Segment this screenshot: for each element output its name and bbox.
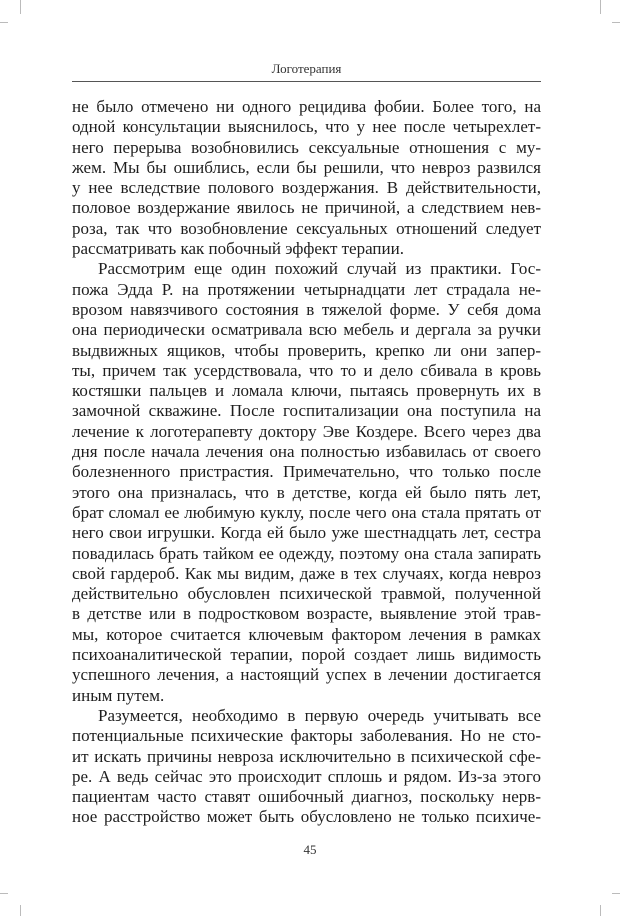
crop-mark [20,905,21,916]
text-line: рассматривать как побочный эффект терапии. [72,239,404,259]
crop-mark [612,893,620,894]
text-line: пациентам часто ставят ошибочный диагноз, поскольку нерв- [72,787,541,807]
crop-mark [0,893,8,894]
text-line: него свои игрушки. Когда ей было уже шестнадцать лет, сестра [72,523,541,543]
page-number: 45 [303,842,317,857]
crop-mark [600,0,601,14]
text-line: пожа Эдда Р. на протяжении четырнадцати лет страдала не- [72,279,541,299]
text-line: ное расстройство может быть обусловлено не только психиче- [72,807,541,827]
text-line: иным путем. [72,685,165,705]
text-line: замочной скважине. После госпитализации она поступила на [72,401,541,421]
text-line: дня после начала лечения она полностью избавилась от своего [72,442,541,462]
text-line: потенциальные психические факторы заболевания. Но не сто- [72,726,541,746]
paragraph [72,706,541,828]
text-line: психоаналитической терапии, порой создает лишь видимость [72,645,541,665]
text-line: у нее вследствие полового воздержания. В действительности, [72,178,541,198]
body-text [72,97,541,828]
text-line: половое воздержание явилось не причиной, а следствием нев- [72,198,541,218]
crop-mark [612,22,620,23]
text-line: болезненного пристрастия. Примечательно, что только после [72,462,541,482]
paragraph [72,259,541,706]
text-line: ит искать причины невроза исключительно в психической сфе- [72,746,541,766]
text-line: него перерыва возобновились сексуальные отношения с му- [72,137,541,157]
crop-mark [20,0,21,14]
text-line: успешного лечения, а настоящий успех в лечении достигается [72,665,541,685]
text-line: одной консультации выяснилось, что у нее после четырехлет- [72,117,541,137]
running-title: Логотерапия [271,61,342,76]
text-line: этого она призналась, что в детстве, когда ей было пять лет, [72,482,541,502]
text-line: ре. А ведь сейчас это происходит сплошь и рядом. Из-за этого [72,766,541,786]
text-line: жем. Мы бы ошиблись, если бы решили, что невроз развился [72,157,541,177]
text-line: не было отмечено ни одного рецидива фобии. Более того, на [72,97,541,116]
text-line: в детстве или в подростковом возрасте, выявление этой трав- [72,604,541,624]
text-line: свой гардероб. Как мы видим, даже в тех случаях, когда невроз [72,563,541,583]
text-line: врозом навязчивого состояния в тяжелой форме. У себя дома [72,299,541,319]
text-line: она периодически осматривала всю мебель и дергала за ручки [72,320,541,340]
text-line: роза, так что возобновление сексуальных отношений следует [72,218,541,238]
crop-mark [0,22,8,23]
paragraph [72,97,541,259]
text-line: брат сломал ее любимую куклу, после чего она стала прятать от [72,502,541,522]
header-rule [72,81,541,82]
text-line: Рассмотрим еще один похожий случай из практики. Гос- [98,259,541,279]
text-line: выдвижных ящиков, чтобы проверить, крепко ли они запер- [72,340,541,360]
text-line: мы, которое считается ключевым фактором лечения в рамках [72,624,541,644]
text-line: Разумеется, необходимо в первую очередь учитывать все [98,705,541,725]
text-line: повадилась брать тайком ее одежду, поэтому она стала запирать [72,543,541,563]
text-line: костяшки пальцев и ломала ключи, пытаясь провернуть их в [72,381,541,401]
crop-mark [600,905,601,916]
text-line: лечение к логотерапевту доктору Эве Коздере. Всего через два [72,421,541,441]
text-line: действительно обусловлен психической травмой, полученной [72,584,541,604]
text-line: ты, причем так усердствовала, что то и дело сбивала в кровь [72,360,541,380]
